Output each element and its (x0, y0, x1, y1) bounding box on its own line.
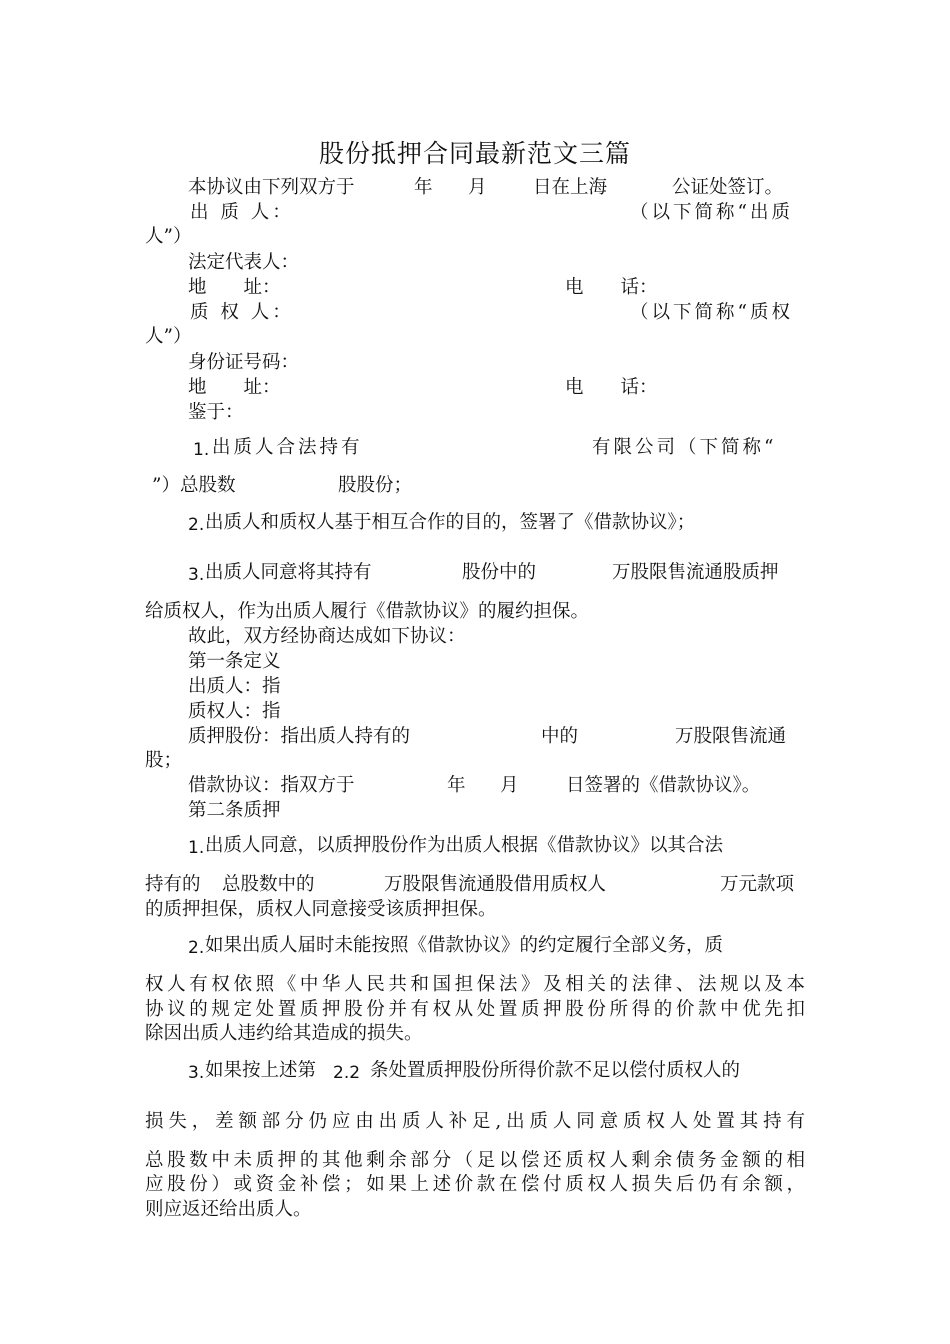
clause-3-line-4: 应股份）或资金补偿；如果上述价款在偿付质权人损失后仍有余额， (145, 1174, 805, 1195)
pledgor-address: 地 址： (188, 277, 281, 298)
recital-1-text-a: 出质人合法持有 (212, 437, 363, 458)
pledgor-legal-rep: 法定代表人： (188, 252, 300, 273)
article-1-shares-a: 质押股份：指出质人持有的 (188, 726, 411, 747)
clause-1-number: 1. (188, 838, 205, 858)
pledgor-phone: 电 话： (565, 277, 658, 298)
pledgor-note-end: 人”） (145, 226, 192, 247)
recital-3-text-c: 万股限售流通股质押 (612, 562, 779, 583)
clause-1-line-2b: 总股数中的 (222, 874, 315, 895)
article-1-loan-a: 借款协议：指双方于 (188, 775, 355, 796)
recital-2-text: 出质人和质权人基于相互合作的目的，签署了《借款协议》； (205, 512, 696, 533)
clause-2-line-4: 除因出质人违约给其造成的损失。 (145, 1023, 423, 1044)
clause-3-line-5: 则应返还给出质人。 (145, 1199, 312, 1220)
recital-1-number: 1. (193, 440, 210, 460)
clause-3-reference: 2.2 (333, 1063, 361, 1083)
intro-day-place: 日在上海 (533, 177, 608, 198)
clause-2-line-2: 权人有权依照《中华人民共和国担保法》及相关的法律、法规以及本 (145, 974, 805, 995)
document-title: 股份抵押合同最新范文三篇 (318, 139, 631, 168)
article-1-pledgee-def: 质权人：指 (188, 701, 281, 722)
pledgor-label: 出 质 人： (190, 202, 294, 223)
pledgee-note-end: 人”） (145, 326, 192, 347)
clause-3-number: 3. (188, 1063, 205, 1083)
article-1-shares-c: 万股限售流通 (675, 726, 787, 747)
clause-1-line-2d: 万元款项 (720, 874, 795, 895)
recital-3-text-b: 股份中的 (462, 562, 537, 583)
recital-1-text-b: 有限公司（下简称“ (592, 437, 777, 458)
article-1-loan-d: 日签署的《借款协议》。 (566, 775, 761, 796)
pledgee-id-number: 身份证号码： (188, 352, 300, 373)
intro-month: 月 (468, 177, 487, 198)
recital-3-text-a: 出质人同意将其持有 (205, 562, 372, 583)
article-1-shares-b: 中的 (541, 726, 579, 747)
intro-year: 年 (414, 177, 433, 198)
clause-3-line-1b: 条处置质押股份所得价款不足以偿付质权人的 (370, 1060, 741, 1081)
clause-2-line-3: 协议的规定处置质押股份并有权从处置质押股份所得的价款中优先扣 (145, 999, 805, 1020)
clause-3-line-1a: 如果按上述第 (205, 1060, 317, 1081)
recital-2-number: 2. (188, 515, 205, 535)
clause-1-line-2c: 万股限售流通股借用质权人 (384, 874, 607, 895)
clause-2-line-1: 如果出质人届时未能按照《借款协议》的约定履行全部义务，质 (205, 935, 724, 956)
intro-text: 本协议由下列双方于 (188, 177, 355, 198)
article-1-shares-d: 股； (145, 750, 183, 771)
article-1-heading: 第一条定义 (188, 651, 281, 672)
clause-1-line-2a: 持有的 (145, 874, 201, 895)
pledgee-address: 地 址： (188, 377, 281, 398)
clause-3-line-3: 总股数中未质押的其他剩余部分（足以偿还质权人剩余债务金额的相 (145, 1150, 805, 1171)
pledgee-phone: 电 话： (565, 377, 658, 398)
clause-1-line-3: 的质押担保，质权人同意接受该质押担保。 (145, 899, 497, 920)
recital-1-text-c: ”）总股数 (152, 475, 236, 496)
clause-3-line-2: 损失，差额部分仍应由出质人补足,出质人同意质权人处置其持有 (145, 1111, 805, 1132)
article-1-loan-c: 月 (500, 775, 519, 796)
article-1-pledgor-def: 出质人：指 (188, 676, 281, 697)
recital-1-text-d: 股股份； (338, 475, 413, 496)
recital-3-number: 3. (188, 565, 205, 585)
recital-3-text-d: 给质权人，作为出质人履行《借款协议》的履约担保。 (145, 601, 590, 622)
clause-2-number: 2. (188, 938, 205, 958)
therefore-text: 故此，双方经协商达成如下协议： (188, 626, 466, 647)
intro-notary: 公证处签订。 (672, 177, 784, 198)
pledgor-note: （以下简称“出质 (630, 202, 793, 223)
pledgee-label: 质 权 人： (190, 302, 294, 323)
whereas-heading: 鉴于： (188, 402, 244, 423)
pledgee-note: （以下简称“质权 (630, 302, 793, 323)
clause-1-line-1: 出质人同意，以质押股份作为出质人根据《借款协议》以其合法 (205, 835, 724, 856)
article-2-heading: 第二条质押 (188, 800, 281, 821)
article-1-loan-b: 年 (447, 775, 466, 796)
